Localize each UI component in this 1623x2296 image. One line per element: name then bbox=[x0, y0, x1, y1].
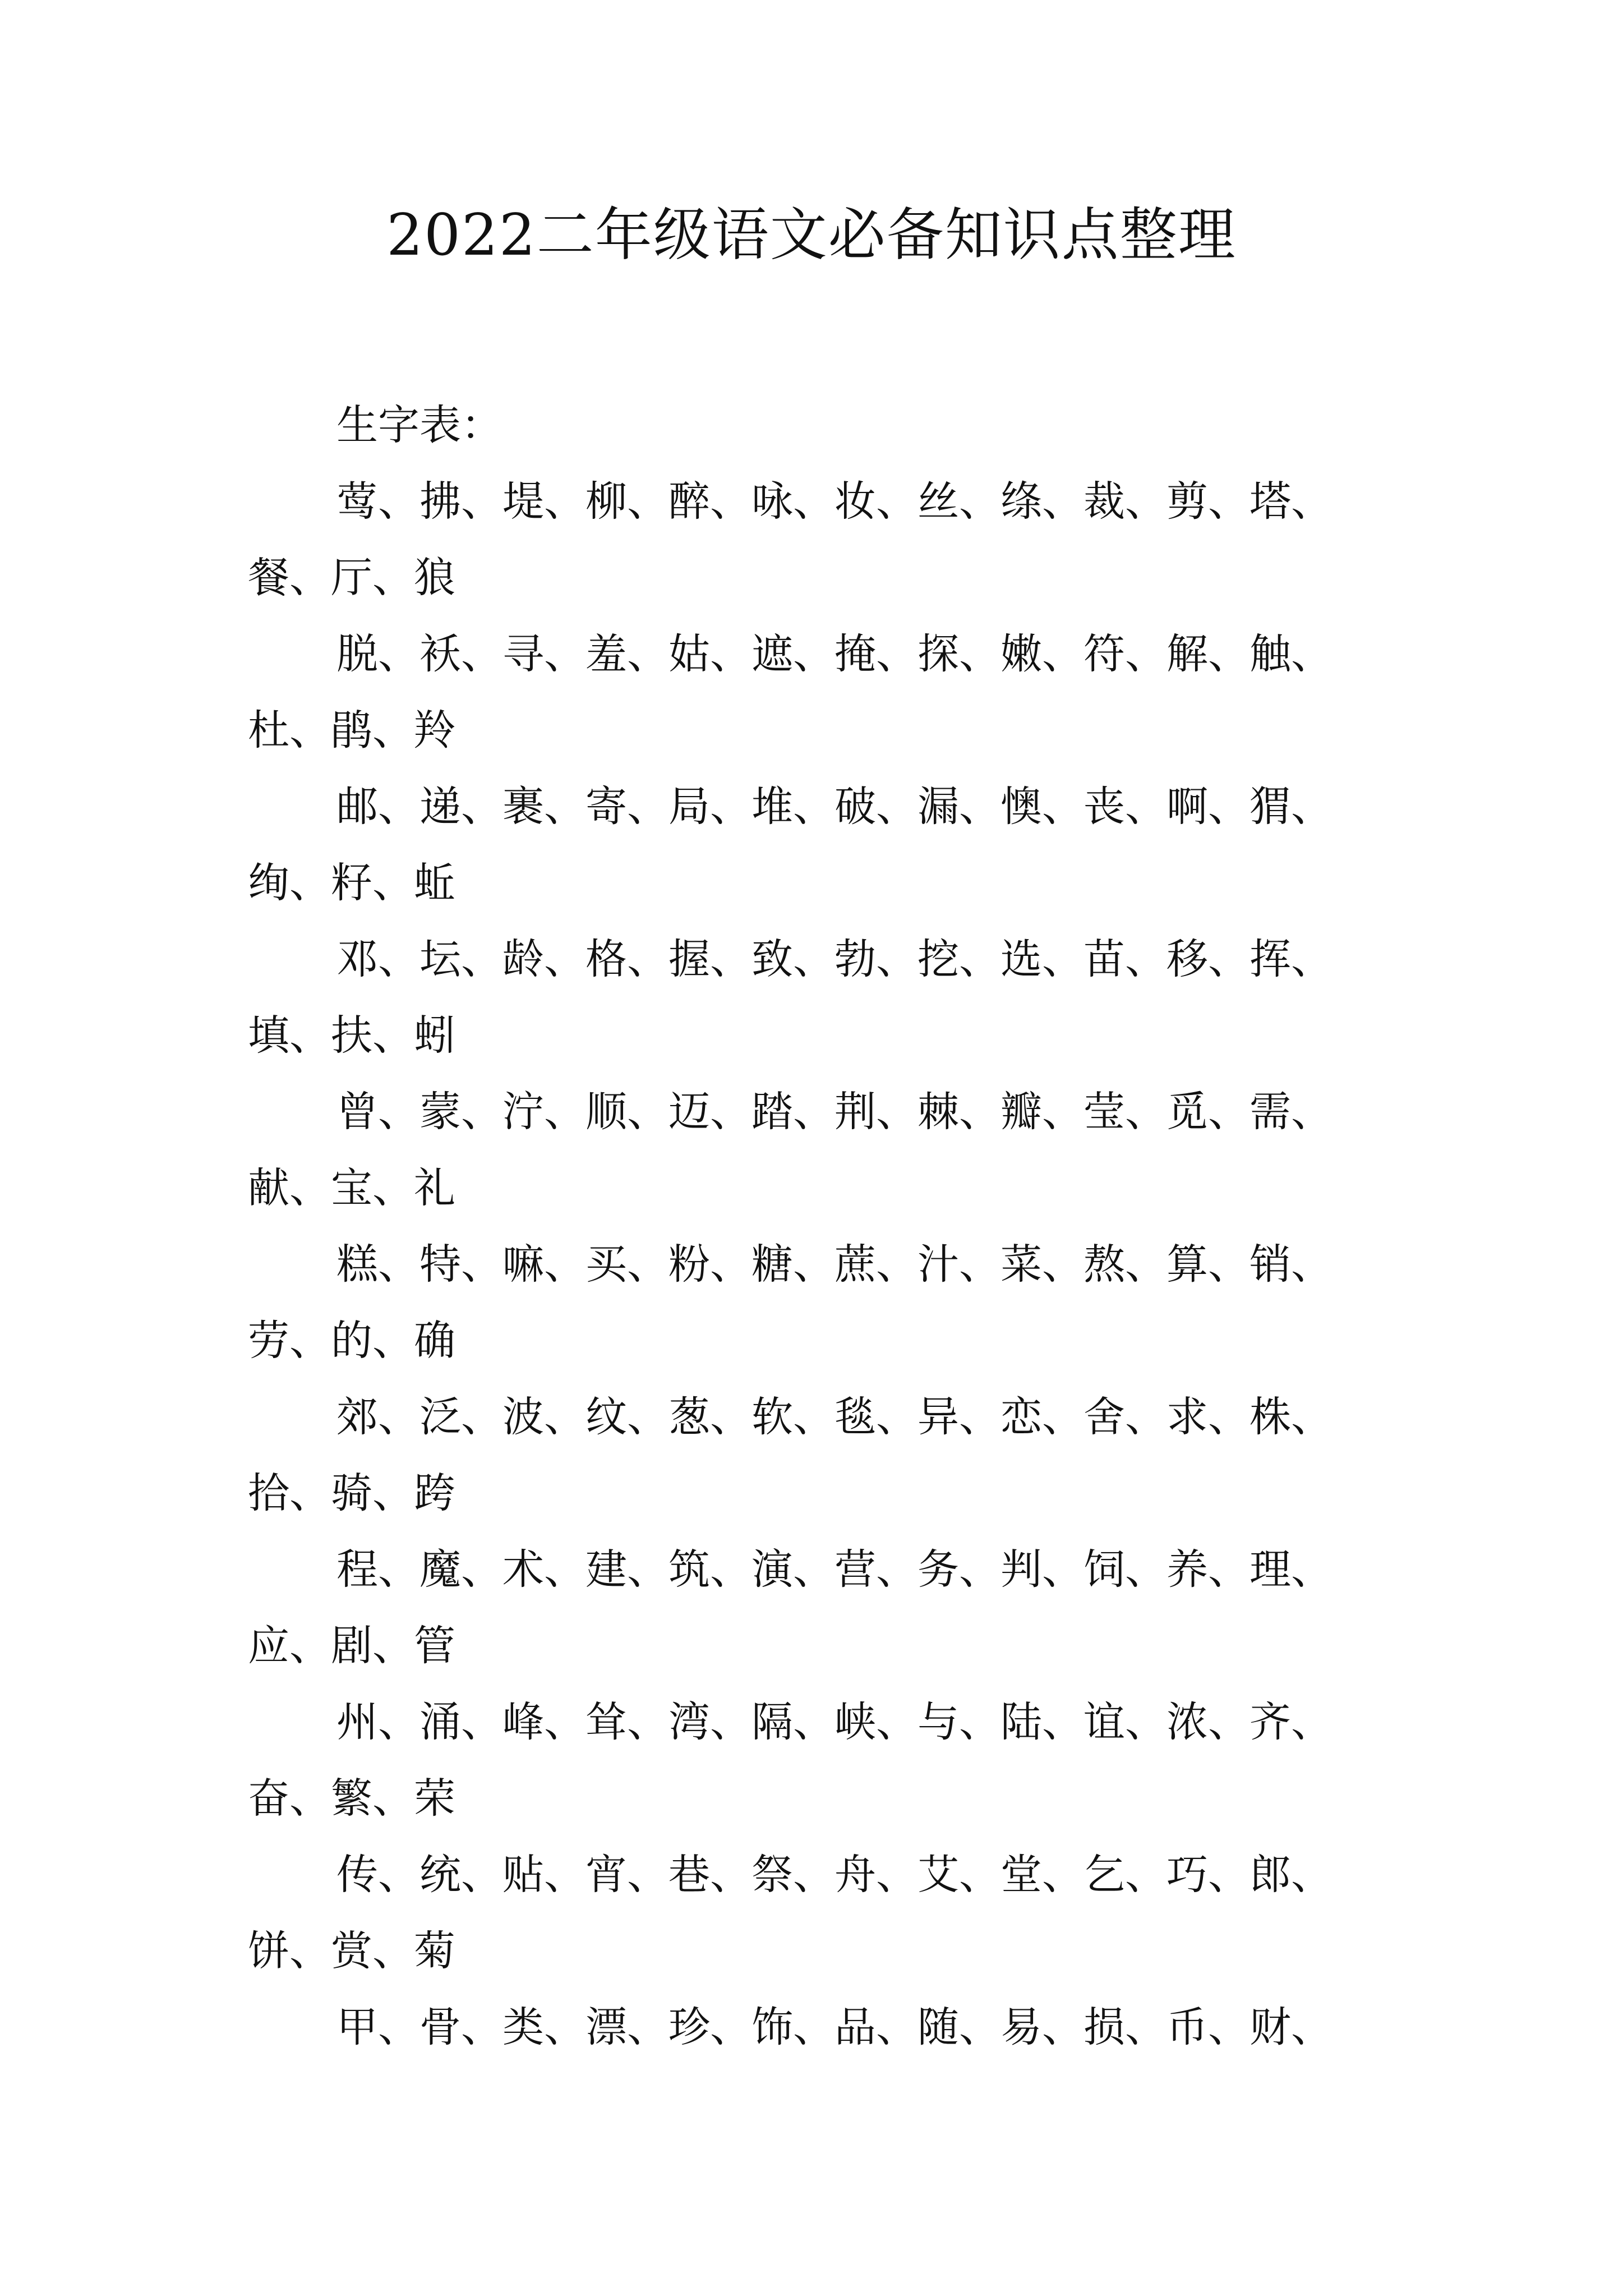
character-row-6: 糕、特、嘛、买、粉、糖、蔗、汁、菜、熬、算、销、劳、的、确 bbox=[248, 1240, 1332, 1365]
character-row-1: 莺、拂、堤、柳、醉、咏、妆、丝、绦、裁、剪、塔、餐、厅、狼 bbox=[248, 477, 1332, 602]
document-title: 2022二年级语文必备知识点整理 bbox=[386, 202, 1237, 269]
character-row-5: 曾、蒙、泞、顺、迈、踏、荆、棘、瓣、莹、觅、需、献、宝、礼 bbox=[248, 1088, 1332, 1212]
character-row-9: 州、涌、峰、耸、湾、隔、峡、与、陆、谊、浓、齐、奋、繁、荣 bbox=[248, 1698, 1332, 1823]
document-body bbox=[248, 387, 1403, 2065]
character-row-4: 邓、坛、龄、格、握、致、勃、挖、选、苗、移、挥、填、扶、蚓 bbox=[248, 935, 1332, 1060]
character-row-2: 脱、袄、寻、羞、姑、遮、掩、探、嫩、符、解、触、杜、鹃、羚 bbox=[248, 630, 1332, 754]
character-row-10: 传、统、贴、宵、巷、祭、舟、艾、堂、乞、巧、郎、饼、赏、菊 bbox=[248, 1851, 1332, 1975]
section-heading: 生字表： bbox=[336, 401, 502, 449]
character-row-7: 郊、泛、波、纹、葱、软、毯、异、恋、舍、求、株、拾、骑、跨 bbox=[248, 1393, 1332, 1517]
character-row-3: 邮、递、裹、寄、局、堆、破、漏、懊、丧、啊、猬、绚、籽、蚯 bbox=[248, 783, 1332, 907]
character-row-11: 甲、骨、类、漂、珍、饰、品、随、易、损、币、财、 bbox=[336, 2003, 1332, 2051]
character-row-8: 程、魔、术、建、筑、演、营、务、判、饲、养、理、应、剧、管 bbox=[248, 1545, 1332, 1670]
